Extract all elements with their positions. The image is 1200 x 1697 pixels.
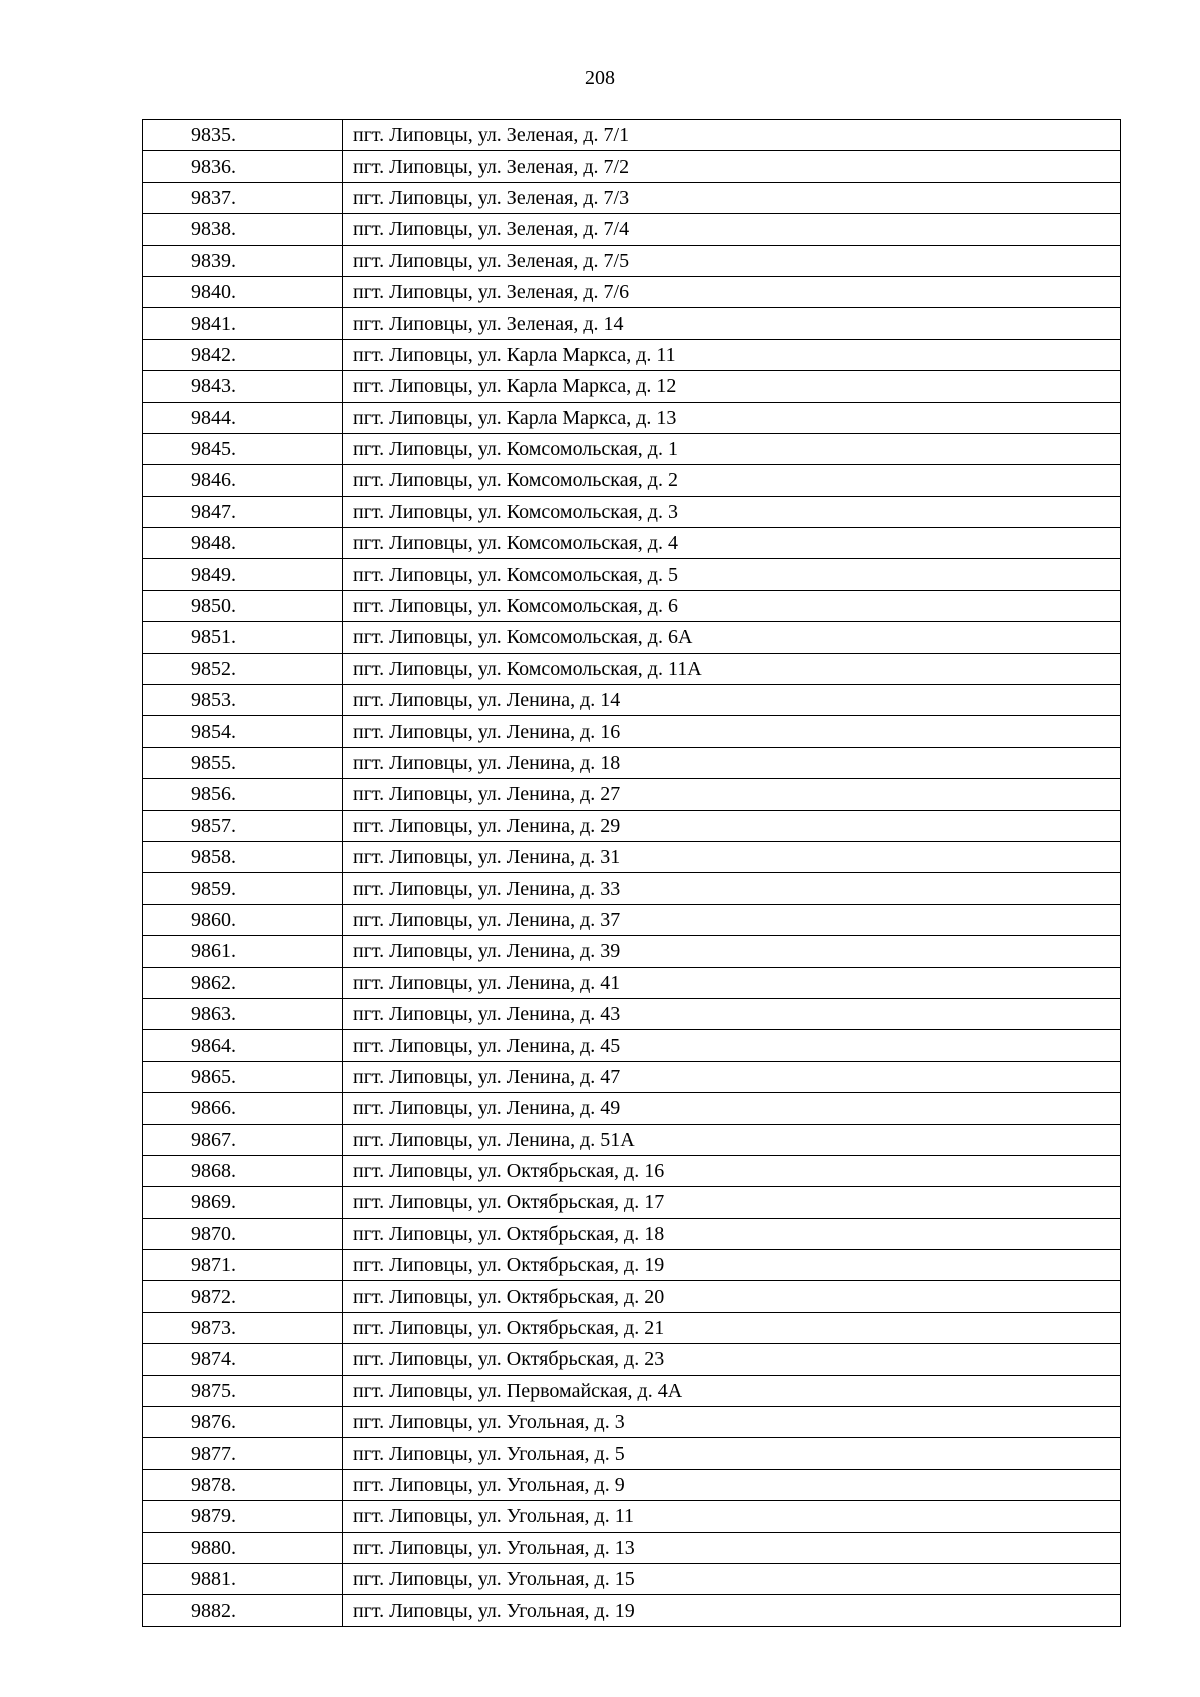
row-number-cell: 9880. bbox=[143, 1532, 343, 1563]
table-row bbox=[143, 528, 1121, 559]
table-row bbox=[143, 245, 1121, 276]
address-cell: пгт. Липовцы, ул. Октябрьская, д. 21 bbox=[343, 1312, 1121, 1343]
row-number-cell: 9872. bbox=[143, 1281, 343, 1312]
row-number-cell: 9869. bbox=[143, 1187, 343, 1218]
row-number-cell: 9863. bbox=[143, 998, 343, 1029]
address-cell: пгт. Липовцы, ул. Ленина, д. 37 bbox=[343, 904, 1121, 935]
table-row bbox=[143, 1595, 1121, 1626]
address-cell: пгт. Липовцы, ул. Ленина, д. 29 bbox=[343, 810, 1121, 841]
row-number-cell: 9841. bbox=[143, 308, 343, 339]
table-row bbox=[143, 214, 1121, 245]
table-row bbox=[143, 841, 1121, 872]
table-row bbox=[143, 465, 1121, 496]
address-cell: пгт. Липовцы, ул. Комсомольская, д. 3 bbox=[343, 496, 1121, 527]
address-cell: пгт. Липовцы, ул. Комсомольская, д. 6 bbox=[343, 590, 1121, 621]
table-row bbox=[143, 1093, 1121, 1124]
table-row bbox=[143, 1250, 1121, 1281]
table-row bbox=[143, 998, 1121, 1029]
address-cell: пгт. Липовцы, ул. Зеленая, д. 7/4 bbox=[343, 214, 1121, 245]
row-number-cell: 9835. bbox=[143, 120, 343, 151]
row-number-cell: 9854. bbox=[143, 716, 343, 747]
address-table bbox=[142, 119, 1121, 1627]
row-number-cell: 9846. bbox=[143, 465, 343, 496]
table-row bbox=[143, 120, 1121, 151]
row-number-cell: 9839. bbox=[143, 245, 343, 276]
row-number-cell: 9875. bbox=[143, 1375, 343, 1406]
row-number-cell: 9858. bbox=[143, 841, 343, 872]
address-cell: пгт. Липовцы, ул. Комсомольская, д. 1 bbox=[343, 433, 1121, 464]
address-cell: пгт. Липовцы, ул. Ленина, д. 51А bbox=[343, 1124, 1121, 1155]
table-row bbox=[143, 904, 1121, 935]
table-row bbox=[143, 308, 1121, 339]
address-cell: пгт. Липовцы, ул. Ленина, д. 16 bbox=[343, 716, 1121, 747]
address-cell: пгт. Липовцы, ул. Угольная, д. 3 bbox=[343, 1407, 1121, 1438]
row-number-cell: 9859. bbox=[143, 873, 343, 904]
address-cell: пгт. Липовцы, ул. Ленина, д. 41 bbox=[343, 967, 1121, 998]
table-row bbox=[143, 151, 1121, 182]
row-number-cell: 9851. bbox=[143, 622, 343, 653]
row-number-cell: 9836. bbox=[143, 151, 343, 182]
table-row bbox=[143, 1155, 1121, 1186]
address-cell: пгт. Липовцы, ул. Ленина, д. 43 bbox=[343, 998, 1121, 1029]
row-number-cell: 9868. bbox=[143, 1155, 343, 1186]
row-number-cell: 9856. bbox=[143, 779, 343, 810]
row-number-cell: 9874. bbox=[143, 1344, 343, 1375]
address-cell: пгт. Липовцы, ул. Октябрьская, д. 18 bbox=[343, 1218, 1121, 1249]
address-cell: пгт. Липовцы, ул. Октябрьская, д. 23 bbox=[343, 1344, 1121, 1375]
row-number-cell: 9867. bbox=[143, 1124, 343, 1155]
address-cell: пгт. Липовцы, ул. Угольная, д. 15 bbox=[343, 1563, 1121, 1594]
table-row bbox=[143, 810, 1121, 841]
table-row bbox=[143, 1532, 1121, 1563]
table-row bbox=[143, 1407, 1121, 1438]
table-row bbox=[143, 1438, 1121, 1469]
row-number-cell: 9855. bbox=[143, 747, 343, 778]
table-row bbox=[143, 1187, 1121, 1218]
table-row bbox=[143, 402, 1121, 433]
address-cell: пгт. Липовцы, ул. Карла Маркса, д. 12 bbox=[343, 371, 1121, 402]
address-cell: пгт. Липовцы, ул. Карла Маркса, д. 11 bbox=[343, 339, 1121, 370]
row-number-cell: 9865. bbox=[143, 1061, 343, 1092]
table-row bbox=[143, 1344, 1121, 1375]
row-number-cell: 9876. bbox=[143, 1407, 343, 1438]
address-cell: пгт. Липовцы, ул. Зеленая, д. 7/6 bbox=[343, 276, 1121, 307]
address-cell: пгт. Липовцы, ул. Угольная, д. 19 bbox=[343, 1595, 1121, 1626]
row-number-cell: 9870. bbox=[143, 1218, 343, 1249]
address-cell: пгт. Липовцы, ул. Ленина, д. 27 bbox=[343, 779, 1121, 810]
row-number-cell: 9843. bbox=[143, 371, 343, 402]
address-cell: пгт. Липовцы, ул. Комсомольская, д. 2 bbox=[343, 465, 1121, 496]
row-number-cell: 9861. bbox=[143, 936, 343, 967]
table-row bbox=[143, 1469, 1121, 1500]
row-number-cell: 9844. bbox=[143, 402, 343, 433]
row-number-cell: 9877. bbox=[143, 1438, 343, 1469]
table-row bbox=[143, 1218, 1121, 1249]
row-number-cell: 9850. bbox=[143, 590, 343, 621]
row-number-cell: 9853. bbox=[143, 685, 343, 716]
table-row bbox=[143, 685, 1121, 716]
row-number-cell: 9866. bbox=[143, 1093, 343, 1124]
address-cell: пгт. Липовцы, ул. Октябрьская, д. 20 bbox=[343, 1281, 1121, 1312]
address-cell: пгт. Липовцы, ул. Комсомольская, д. 4 bbox=[343, 528, 1121, 559]
address-cell: пгт. Липовцы, ул. Зеленая, д. 14 bbox=[343, 308, 1121, 339]
row-number-cell: 9879. bbox=[143, 1501, 343, 1532]
address-cell: пгт. Липовцы, ул. Комсомольская, д. 5 bbox=[343, 559, 1121, 590]
table-row bbox=[143, 1124, 1121, 1155]
address-cell: пгт. Липовцы, ул. Зеленая, д. 7/2 bbox=[343, 151, 1121, 182]
address-cell: пгт. Липовцы, ул. Ленина, д. 39 bbox=[343, 936, 1121, 967]
address-cell: пгт. Липовцы, ул. Ленина, д. 47 bbox=[343, 1061, 1121, 1092]
table-row bbox=[143, 747, 1121, 778]
address-cell: пгт. Липовцы, ул. Зеленая, д. 7/5 bbox=[343, 245, 1121, 276]
address-cell: пгт. Липовцы, ул. Ленина, д. 14 bbox=[343, 685, 1121, 716]
table-row bbox=[143, 1375, 1121, 1406]
table-row bbox=[143, 339, 1121, 370]
table-row bbox=[143, 371, 1121, 402]
row-number-cell: 9842. bbox=[143, 339, 343, 370]
row-number-cell: 9860. bbox=[143, 904, 343, 935]
address-cell: пгт. Липовцы, ул. Комсомольская, д. 11А bbox=[343, 653, 1121, 684]
row-number-cell: 9837. bbox=[143, 182, 343, 213]
row-number-cell: 9882. bbox=[143, 1595, 343, 1626]
row-number-cell: 9881. bbox=[143, 1563, 343, 1594]
row-number-cell: 9878. bbox=[143, 1469, 343, 1500]
row-number-cell: 9864. bbox=[143, 1030, 343, 1061]
address-cell: пгт. Липовцы, ул. Октябрьская, д. 19 bbox=[343, 1250, 1121, 1281]
row-number-cell: 9838. bbox=[143, 214, 343, 245]
address-cell: пгт. Липовцы, ул. Первомайская, д. 4А bbox=[343, 1375, 1121, 1406]
table-row bbox=[143, 496, 1121, 527]
table-row bbox=[143, 1563, 1121, 1594]
address-cell: пгт. Липовцы, ул. Ленина, д. 18 bbox=[343, 747, 1121, 778]
table-row bbox=[143, 590, 1121, 621]
address-cell: пгт. Липовцы, ул. Октябрьская, д. 17 bbox=[343, 1187, 1121, 1218]
row-number-cell: 9857. bbox=[143, 810, 343, 841]
address-cell: пгт. Липовцы, ул. Угольная, д. 13 bbox=[343, 1532, 1121, 1563]
row-number-cell: 9845. bbox=[143, 433, 343, 464]
table-row bbox=[143, 967, 1121, 998]
table-row bbox=[143, 1312, 1121, 1343]
address-cell: пгт. Липовцы, ул. Зеленая, д. 7/1 bbox=[343, 120, 1121, 151]
row-number-cell: 9871. bbox=[143, 1250, 343, 1281]
table-row bbox=[143, 433, 1121, 464]
table-row bbox=[143, 1030, 1121, 1061]
address-cell: пгт. Липовцы, ул. Угольная, д. 9 bbox=[343, 1469, 1121, 1500]
address-cell: пгт. Липовцы, ул. Ленина, д. 33 bbox=[343, 873, 1121, 904]
table-row bbox=[143, 1061, 1121, 1092]
table-row bbox=[143, 779, 1121, 810]
table-row bbox=[143, 622, 1121, 653]
table-row bbox=[143, 182, 1121, 213]
address-cell: пгт. Липовцы, ул. Ленина, д. 31 bbox=[343, 841, 1121, 872]
address-table-body bbox=[143, 120, 1121, 1627]
table-row bbox=[143, 716, 1121, 747]
table-row bbox=[143, 653, 1121, 684]
address-cell: пгт. Липовцы, ул. Октябрьская, д. 16 bbox=[343, 1155, 1121, 1186]
table-row bbox=[143, 1281, 1121, 1312]
address-cell: пгт. Липовцы, ул. Угольная, д. 5 bbox=[343, 1438, 1121, 1469]
address-cell: пгт. Липовцы, ул. Комсомольская, д. 6А bbox=[343, 622, 1121, 653]
row-number-cell: 9840. bbox=[143, 276, 343, 307]
address-cell: пгт. Липовцы, ул. Ленина, д. 49 bbox=[343, 1093, 1121, 1124]
row-number-cell: 9862. bbox=[143, 967, 343, 998]
address-cell: пгт. Липовцы, ул. Ленина, д. 45 bbox=[343, 1030, 1121, 1061]
page-number: 208 bbox=[585, 67, 615, 89]
address-cell: пгт. Липовцы, ул. Угольная, д. 11 bbox=[343, 1501, 1121, 1532]
address-cell: пгт. Липовцы, ул. Карла Маркса, д. 13 bbox=[343, 402, 1121, 433]
row-number-cell: 9847. bbox=[143, 496, 343, 527]
table-row bbox=[143, 276, 1121, 307]
row-number-cell: 9849. bbox=[143, 559, 343, 590]
row-number-cell: 9873. bbox=[143, 1312, 343, 1343]
table-row bbox=[143, 1501, 1121, 1532]
table-row bbox=[143, 559, 1121, 590]
table-row bbox=[143, 873, 1121, 904]
table-row bbox=[143, 936, 1121, 967]
address-cell: пгт. Липовцы, ул. Зеленая, д. 7/3 bbox=[343, 182, 1121, 213]
row-number-cell: 9848. bbox=[143, 528, 343, 559]
row-number-cell: 9852. bbox=[143, 653, 343, 684]
